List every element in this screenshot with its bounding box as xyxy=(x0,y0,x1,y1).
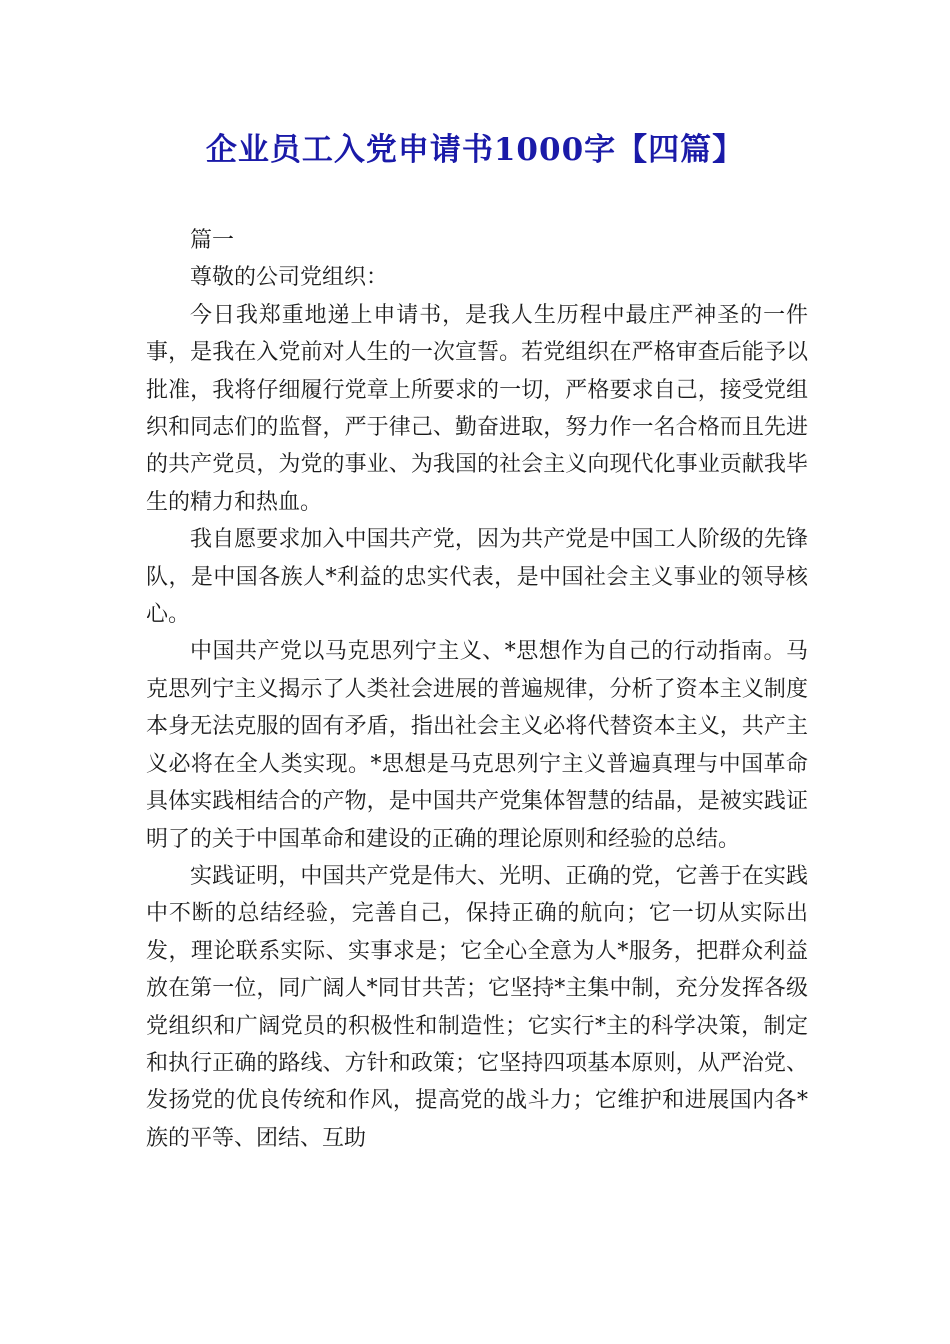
paragraph: 我自愿要求加入中国共产党，因为共产党是中国工人阶级的先锋队，是中国各族人*利益的忠实代表，是中国社会主义事业的领导核心。 xyxy=(146,527,808,628)
paragraph: 今日我郑重地递上申请书，是我人生历程中最庄严神圣的一件事，是我在入党前对人生的一次宣誓。若党组织在严格审查后能予以批准，我将仔细履行党章上所要求的一切，严格要求自己，接受党组织和同志们的监督，严于律己、勤奋进取，努力作一名合格而且先进的共产党员，为党的事业、为我国的社会主义向现代化事业贡献我毕生的精力和热血。 xyxy=(146,302,808,515)
salutation: 尊敬的公司党组织： xyxy=(190,265,389,291)
document-body xyxy=(146,222,808,1157)
paragraph: 实践证明，中国共产党是伟大、光明、正确的党，它善于在实践中不断的总结经验，完善自己，保持正确的航向；它一切从实际出发，理论联系实际、实事求是；它全心全意为人*服务，把群众利益放在第一位，同广阔人*同甘共苦；它坚持*主集中制，充分发挥各级党组织和广阔党员的积极性和制造性；它实行*主的科学决策，制定和执行正确的路线、方针和政策；它坚持四项基本原则，从严治党、发扬党的优良传统和作风，提高党的战斗力；它维护和进展国内各*族的平等、团结、互助 xyxy=(146,863,808,1151)
document-title: 企业员工入党申请书1000字【四篇】 xyxy=(205,132,745,168)
section-label: 篇一 xyxy=(190,228,235,253)
paragraph: 中国共产党以马克思列宁主义、*思想作为自己的行动指南。马克思列宁主义揭示了人类社会进展的普遍规律，分析了资本主义制度本身无法克服的固有矛盾，指出社会主义必将代替资本主义，共产主义必将在全人类实现。*思想是马克思列宁主义普遍真理与中国革命具体实践相结合的产物，是中国共产党集体智慧的结晶，是被实践证明了的关于中国革命和建设的正确的理论原则和经验的总结。 xyxy=(146,639,808,852)
